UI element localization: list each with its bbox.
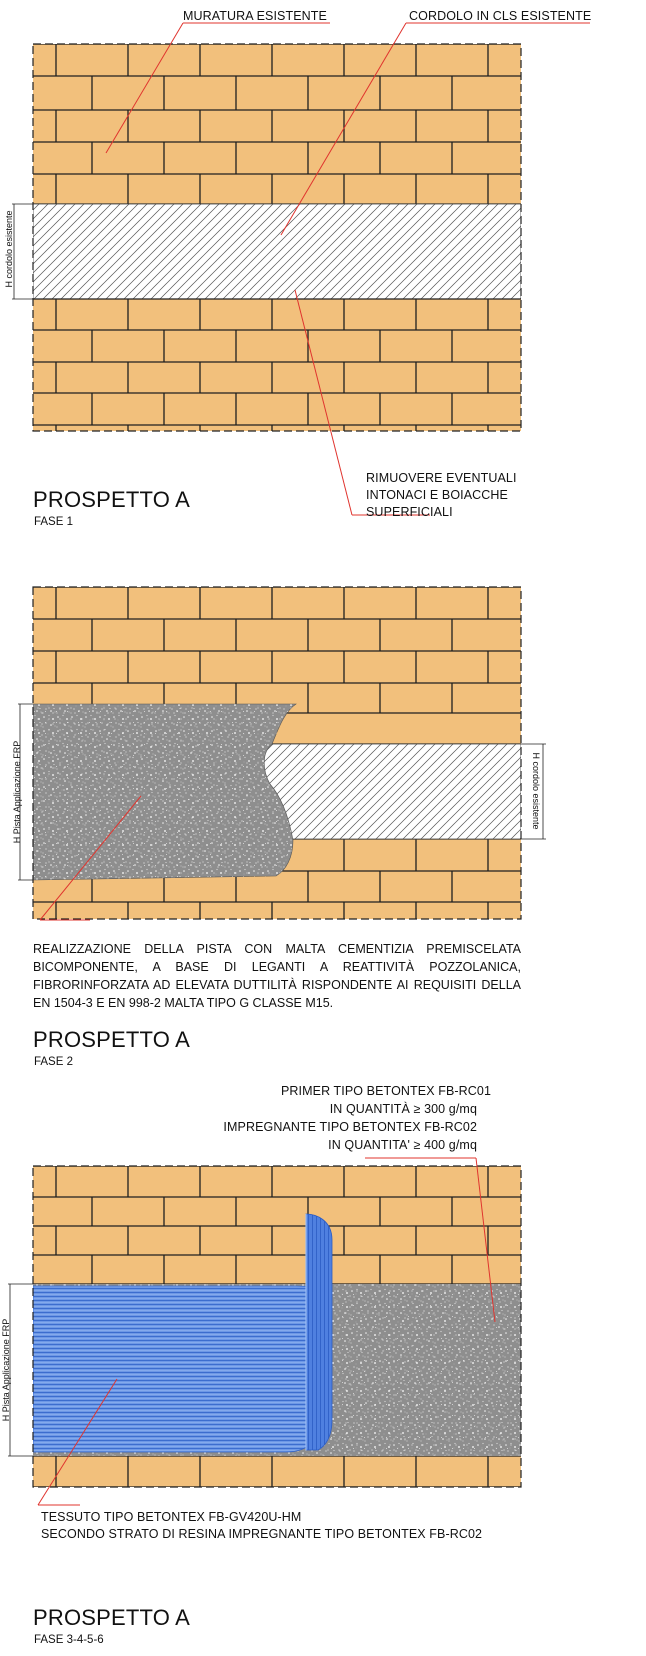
label-existing-concrete-curb: CORDOLO IN CLS ESISTENTE xyxy=(409,9,592,23)
brick-wall-top xyxy=(33,44,521,204)
view-title-2: PROSPETTO A xyxy=(33,1027,191,1052)
phase-label-1: FASE 1 xyxy=(34,516,73,528)
dim-label-frp-track-2: H Pista Applicazione FRP xyxy=(12,740,22,844)
dim-label-curb-2: H cordolo esistente xyxy=(531,752,541,830)
panel-3 xyxy=(8,1158,521,1505)
concrete-curb xyxy=(33,204,521,299)
dimension-frp-track-3 xyxy=(8,1284,33,1456)
view-title-1: PROSPETTO A xyxy=(33,487,191,512)
primer-line-2: IN QUANTITÀ ≥ 300 g/mq xyxy=(329,1102,477,1116)
frp-fabric-upturn xyxy=(306,1214,332,1450)
fabric-line-1: TESSUTO TIPO BETONTEX FB-GV420U-HM xyxy=(41,1510,302,1524)
dim-label-frp-track-3: H Pista Applicazione FRP xyxy=(1,1318,11,1422)
fabric-line-2: SECONDO STRATO DI RESINA IMPREGNANTE TIPO BETONTEX FB-RC02 xyxy=(41,1527,483,1541)
phase-label-3: FASE 3-4-5-6 xyxy=(34,1634,104,1646)
primer-line-3: IMPREGNANTE TIPO BETONTEX FB-RC02 xyxy=(223,1120,477,1134)
frp-fabric xyxy=(33,1286,322,1452)
mortar-specification: REALIZZAZIONE DELLA PISTA CON MALTA CEMENTIZIA PREMISCELATA BICOMPONENTE, A BASE DI LEGANTI A REATTIVITÀ POZZOLANICA, FIBRORINFORZATA AD ELEVATA DUTTILITÀ RISPONDENTE AI REQUISITI DELLA EN 1504-3 E EN 998-2 MALTA TIPO G CLASSE M15. xyxy=(33,942,521,1010)
panel-1 xyxy=(12,23,590,515)
brick-wall-bottom xyxy=(33,299,521,431)
label-existing-masonry: MURATURA ESISTENTE xyxy=(183,9,327,23)
note-remove-plaster-2: INTONACI E BOIACCHE xyxy=(366,488,508,502)
panel-2 xyxy=(18,587,546,920)
primer-line-4: IN QUANTITA' ≥ 400 g/mq xyxy=(328,1138,477,1152)
concrete-curb-2 xyxy=(262,744,521,839)
dim-label-curb-height: H cordolo esistente xyxy=(4,210,14,288)
note-remove-plaster-3: SUPERFICIALI xyxy=(366,505,453,519)
view-title-3: PROSPETTO A xyxy=(33,1605,191,1630)
dimension-curb-height xyxy=(12,204,33,299)
note-remove-plaster-1: RIMUOVERE EVENTUALI xyxy=(366,471,517,485)
primer-line-1: PRIMER TIPO BETONTEX FB-RC01 xyxy=(280,1084,491,1098)
phase-label-2: FASE 2 xyxy=(34,1056,73,1068)
